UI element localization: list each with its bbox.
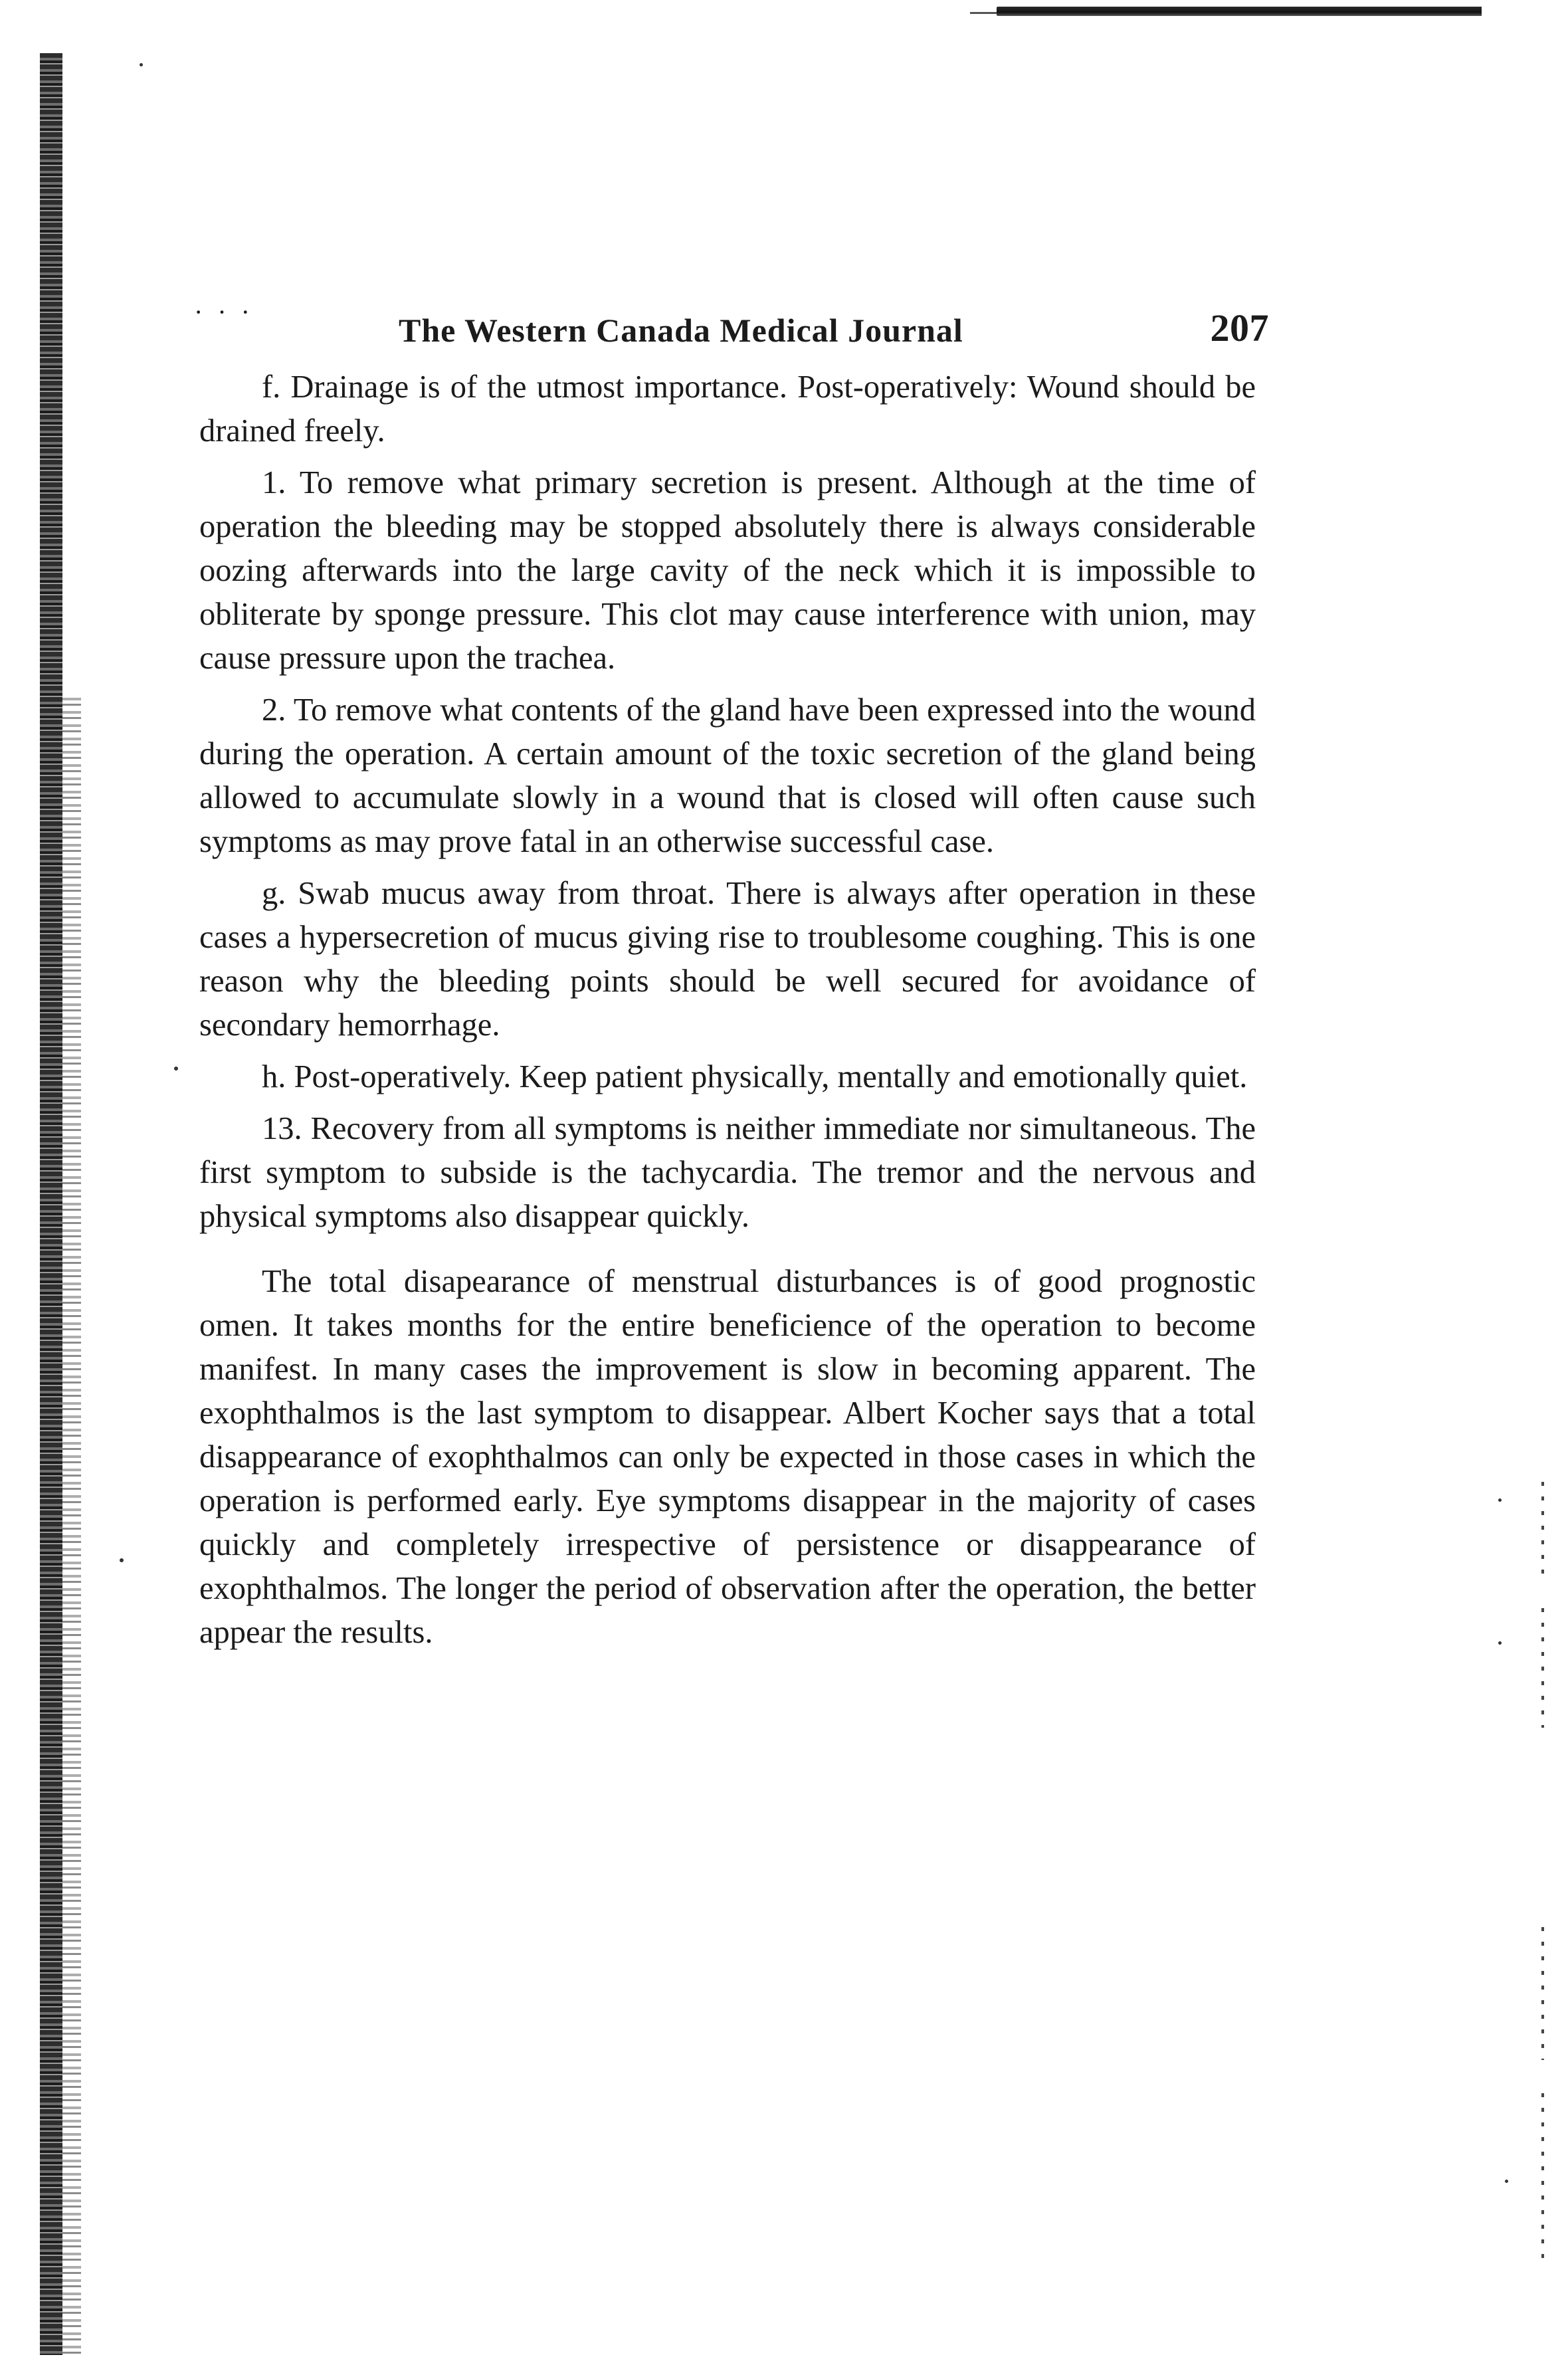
- scan-binding-edge: [40, 53, 62, 2355]
- paragraph-f-drainage: f. Drainage is of the utmost importance. Post-operatively: Wound should be drained freely.: [199, 369, 1256, 449]
- scan-top-rule: [997, 7, 1482, 16]
- scan-right-edge-marks: [1541, 1927, 1544, 2060]
- paragraph-g-swab-mucus: g. Swab mucus away from throat. There is always after operation in these cases a hypersecretion of mucus giving rise to troublesome coughing. This is one reason why the bleeding points should be well secured for avoidance of secondary hemorrhage.: [199, 876, 1256, 1043]
- paragraph-1-primary-secretion: 1. To remove what primary secretion is present. Although at the time of operation the bleeding may be stopped absolutely there is always considerable oozing afterwards into the large cavity of the neck which it is impossible to obliterate by sponge pressure. This clot may cause interference with union, may cause pressure upon the trachea.: [199, 465, 1256, 676]
- paragraph-total-disappearance: The total disapearance of menstrual disturbances is of good prognostic omen. It takes months for the entire beneficience of the operation to become manifest. In many cases the improvement is slow in becoming apparent. The exophthalmos is the last symptom to disappear. Albert Kocher says that a total disappearance of exophthalmos can only be expected in those cases in which the operation is performed early. Eye symptoms disappear in the majority of cases quickly and completely irrespective of persistence or disappearance of exophthalmos. The longer the period of observation after the operation, the better appear the results.: [199, 1264, 1256, 1650]
- body-text: [199, 365, 1256, 1655]
- journal-title: The Western Canada Medical Journal: [399, 312, 963, 349]
- running-head: [194, 297, 1269, 365]
- paragraph-h-post-operatively: h. Post-operatively. Keep patient physically, mentally and emotionally quiet.: [262, 1059, 1248, 1094]
- scan-speck: [1498, 1498, 1502, 1502]
- paragraph-2-gland-contents: 2. To remove what contents of the gland have been expressed into the wound during the operation. A certain amount of the toxic secretion of the gland being allowed to accumulate slowly in a wound that is closed will often cause such symptoms as may prove fatal in an otherwise successful case.: [199, 692, 1256, 859]
- scan-speck: [120, 1558, 124, 1562]
- scan-binding-shadow: [62, 698, 81, 2359]
- scan-speck: [140, 63, 143, 66]
- scan-right-edge-marks: [1541, 1608, 1544, 1728]
- page-number: 207: [1210, 306, 1269, 350]
- scan-speck: [1498, 1641, 1502, 1645]
- scan-right-edge-marks: [1541, 1482, 1544, 1575]
- paragraph-13-recovery: 13. Recovery from all symptoms is neither immediate nor simultaneous. The first symptom to subside is the tachycardia. The tremor and the nervous and physical symptoms also disappear quickly.: [199, 1111, 1256, 1234]
- scan-speck: [174, 1067, 178, 1071]
- scan-right-edge-marks: [1541, 2093, 1544, 2266]
- page: [194, 297, 1269, 1655]
- scan-speck: [1505, 2180, 1508, 2183]
- header-marks: · · ·: [194, 297, 254, 327]
